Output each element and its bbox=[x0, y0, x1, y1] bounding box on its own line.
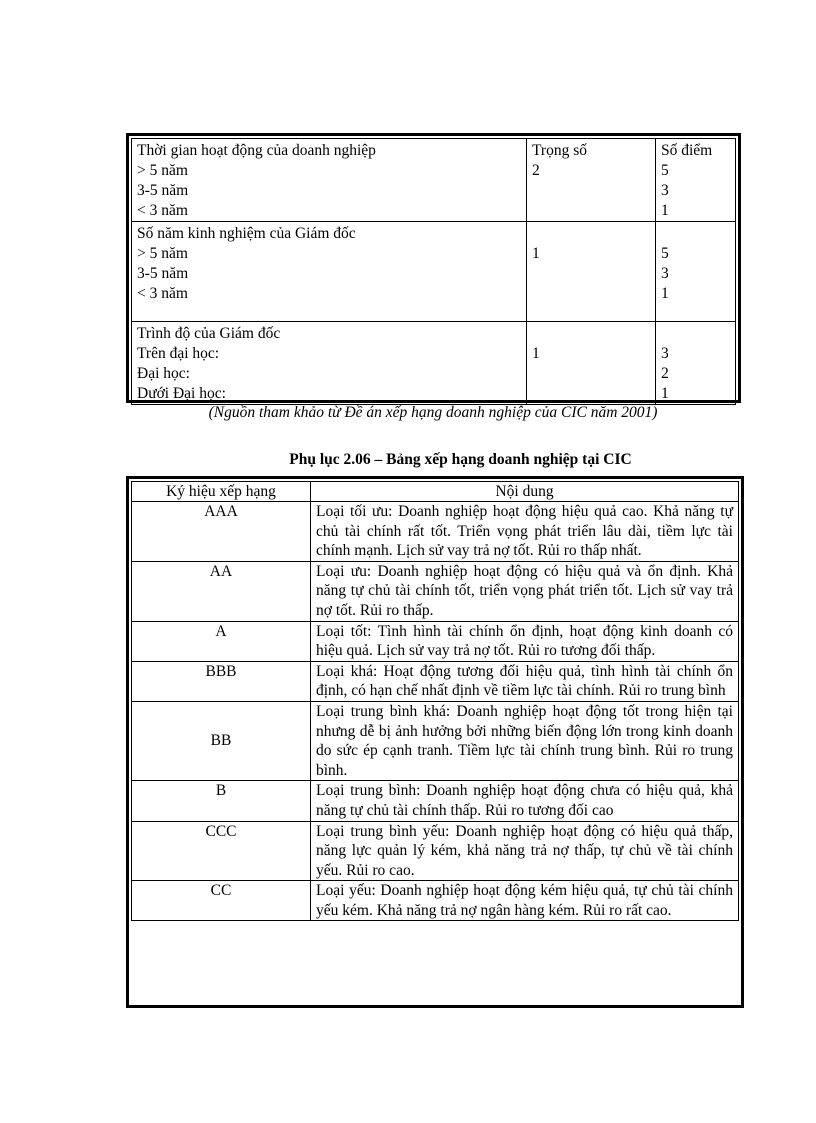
rating-row bbox=[132, 821, 739, 881]
rating-code: B bbox=[132, 781, 311, 821]
rating-row bbox=[132, 621, 739, 661]
rating-content: Loại tối ưu: Doanh nghiệp hoạt động hiệu quả cao. Khả năng tự chủ tài chính rất tốt. Triển vọng phát triển lâu dài, tiềm lực tài chính mạnh. Lịch sử vay trả nợ tốt. Rủi ro thấp nhất. bbox=[311, 502, 739, 562]
criteria-title: Số năm kinh nghiệm của Giám đốc bbox=[137, 225, 356, 242]
rating-table bbox=[131, 481, 739, 921]
weight-cell bbox=[527, 222, 656, 322]
criteria-cell bbox=[132, 139, 527, 222]
rating-content: Loại trung bình khá: Doanh nghiệp hoạt động tốt trong hiện tại nhưng dễ bị ảnh hưởng bởi những biến động lớn trong kinh doanh do sức ép cạnh tranh. Tiềm lực tài chính trung bình. Rủi ro trung bình. bbox=[311, 701, 739, 780]
rating-content: Loại ưu: Doanh nghiệp hoạt động có hiệu quả và ổn định. Khả năng tự chủ tài chính tốt, triển vọng phát triển tốt. Lịch sử vay trả nợ tốt. Rủi ro thấp. bbox=[311, 561, 739, 621]
criteria-option: > 5 năm bbox=[137, 245, 188, 262]
score-cell bbox=[656, 222, 736, 322]
rating-row bbox=[132, 881, 739, 921]
rating-row bbox=[132, 661, 739, 701]
score-value: 3 bbox=[661, 182, 669, 199]
score-value: 1 bbox=[661, 385, 669, 402]
rating-code: CCC bbox=[132, 821, 311, 881]
rating-code: A bbox=[132, 621, 311, 661]
rating-row bbox=[132, 701, 739, 780]
score-value: 3 bbox=[661, 345, 669, 362]
rating-header-row bbox=[132, 482, 739, 502]
criteria-cell bbox=[132, 222, 527, 322]
criteria-option: 3-5 năm bbox=[137, 182, 189, 199]
rating-code: BBB bbox=[132, 661, 311, 701]
weight-value: 1 bbox=[532, 245, 540, 262]
score-cell bbox=[656, 322, 736, 405]
rating-row bbox=[132, 561, 739, 621]
rating-content: Loại trung bình yếu: Doanh nghiệp hoạt động có hiệu quả thấp, năng lực quản lý kém, khả năng trả nợ thấp, tự chủ về tài chính yếu. Rủi ro cao. bbox=[311, 821, 739, 881]
rating-table-frame bbox=[126, 476, 744, 1008]
rating-code: BB bbox=[132, 701, 311, 780]
criteria-row bbox=[132, 322, 736, 405]
criteria-table-frame bbox=[126, 133, 741, 403]
score-value: 1 bbox=[661, 202, 669, 219]
criteria-table bbox=[131, 138, 736, 405]
rating-content: Loại trung bình: Doanh nghiệp hoạt động chưa có hiệu quả, khả năng tự chủ tài chính thấp. Rủi ro tương đối cao bbox=[311, 781, 739, 821]
rating-code: AA bbox=[132, 561, 311, 621]
criteria-option: Đại học: bbox=[137, 365, 190, 382]
score-header: Số điểm bbox=[661, 142, 713, 159]
criteria-row bbox=[132, 139, 736, 222]
score-cell bbox=[656, 139, 736, 222]
rating-content: Loại yếu: Doanh nghiệp hoạt động kém hiệu quả, tự chủ tài chính yếu kém. Khả năng trả nợ ngân hàng kém. Rủi ro rất cao. bbox=[311, 881, 739, 921]
rating-row bbox=[132, 502, 739, 562]
criteria-row bbox=[132, 222, 736, 322]
rating-content: Loại tốt: Tình hình tài chính ổn định, hoạt động kinh doanh có hiệu quả. Lịch sử vay trả nợ tốt. Rủi ro tương đối thấp. bbox=[311, 621, 739, 661]
rating-code: AAA bbox=[132, 502, 311, 562]
rating-content: Loại khá: Hoạt động tương đối hiệu quả, tình hình tài chính ổn định, có hạn chế nhất định về tiềm lực tài chính. Rủi ro trung bình bbox=[311, 661, 739, 701]
score-value: 3 bbox=[661, 265, 669, 282]
score-value: 1 bbox=[661, 285, 669, 302]
rating-content-header: Nội dung bbox=[311, 482, 739, 502]
score-value: 5 bbox=[661, 245, 669, 262]
criteria-cell bbox=[132, 322, 527, 405]
score-value: 5 bbox=[661, 162, 669, 179]
weight-value: 2 bbox=[532, 162, 540, 179]
score-value: 2 bbox=[661, 365, 669, 382]
source-note: (Nguồn tham khảo từ Đề án xếp hạng doanh nghiệp của CIC năm 2001) bbox=[208, 404, 658, 421]
appendix-title: Phụ lục 2.06 – Bảng xếp hạng doanh nghiệp tại CIC bbox=[289, 451, 632, 468]
criteria-option: < 3 năm bbox=[137, 285, 188, 302]
criteria-option: < 3 năm bbox=[137, 202, 188, 219]
rating-row bbox=[132, 781, 739, 821]
weight-header: Trọng số bbox=[532, 142, 587, 159]
weight-value: 1 bbox=[532, 345, 540, 362]
criteria-option: Trên đại học: bbox=[137, 345, 220, 362]
weight-cell bbox=[527, 322, 656, 405]
criteria-option: > 5 năm bbox=[137, 162, 188, 179]
rating-code: CC bbox=[132, 881, 311, 921]
rating-code-header: Ký hiệu xếp hạng bbox=[132, 482, 311, 502]
criteria-title: Trình độ của Giám đốc bbox=[137, 325, 281, 342]
criteria-title: Thời gian hoạt động của doanh nghiệp bbox=[137, 142, 376, 159]
criteria-option: 3-5 năm bbox=[137, 265, 189, 282]
weight-cell bbox=[527, 139, 656, 222]
criteria-option: Dưới Đại học: bbox=[137, 385, 226, 402]
